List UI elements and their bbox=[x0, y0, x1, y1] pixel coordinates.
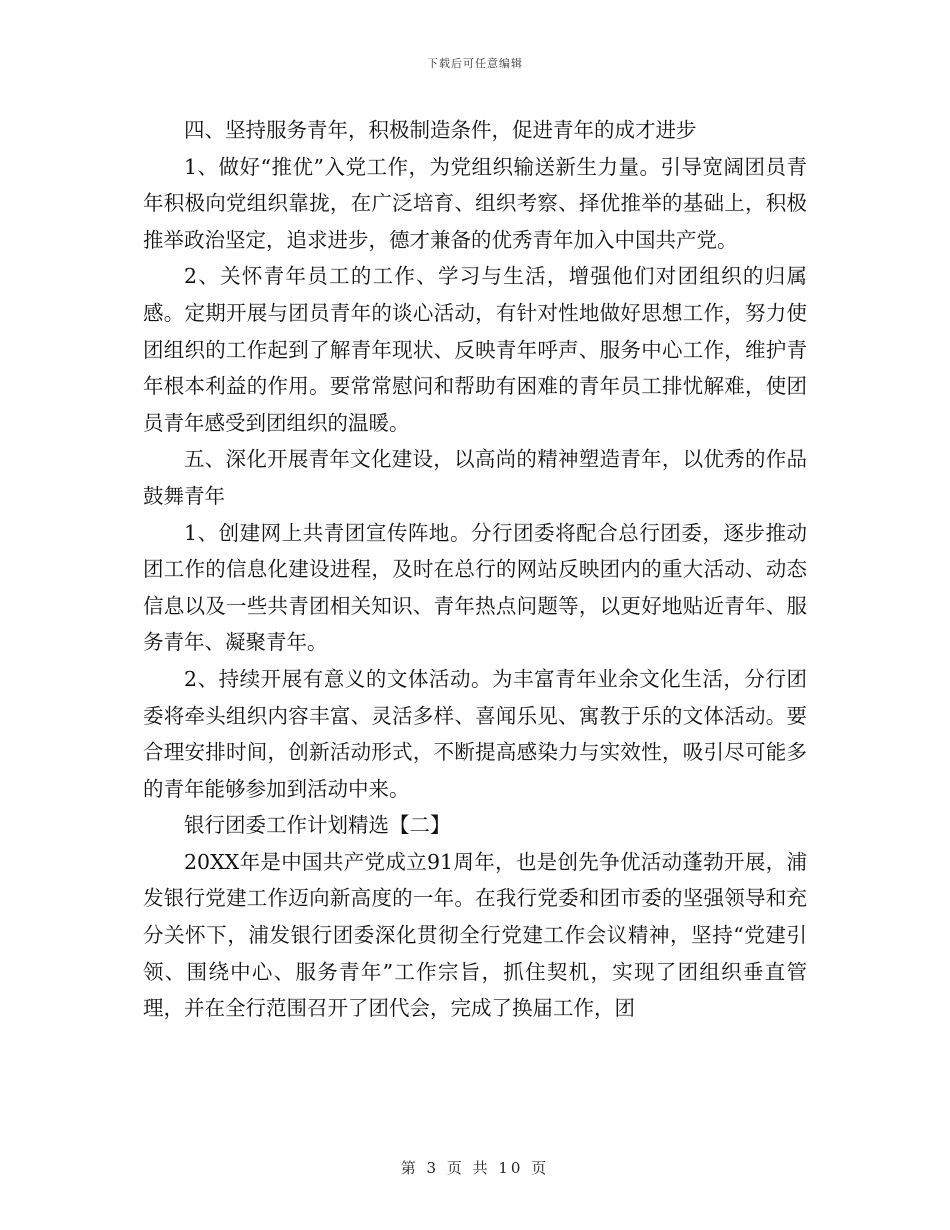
section-heading-five: 五、深化开展青年文化建设，以高尚的精神塑造青年，以优秀的作品鼓舞青年 bbox=[143, 447, 807, 508]
paragraph: 1、创建网上共青团宣传阵地。分行团委将配合总行团委，逐步推动团工作的信息化建设进程，及时在总行的网站反映团内的重大活动、动态信息以及一些共青团相关知识、青年热点问题等，以更好地贴近青年、服务青年、凝聚青年。 bbox=[143, 520, 807, 655]
section-heading-four: 四、坚持服务青年，积极制造条件，促进青年的成才进步 bbox=[184, 118, 697, 142]
page-header: 下载后可任意编辑 bbox=[427, 57, 523, 70]
document-body bbox=[143, 112, 807, 1027]
paragraph: 1、做好“推优”入党工作，为党组织输送新生力量。引导宽阔团员青年积极向党组织靠拢，在广泛培育、组织考察、择优推举的基础上，积极推举政治坚定，追求进步，德才兼备的优秀青年加入中国共产党。 bbox=[143, 154, 807, 252]
paragraph: 2、持续开展有意义的文体活动。为丰富青年业余文化生活，分行团委将牵头组织内容丰富、灵活多样、喜闻乐见、寓教于乐的文体活动。要合理安排时间，创新活动形式，不断提高感染力与实效性，吸引尽可能多的青年能够参加到活动中来。 bbox=[143, 666, 807, 801]
paragraph: 2、关怀青年员工的工作、学习与生活，增强他们对团组织的归属感。定期开展与团员青年的谈心活动，有针对性地做好思想工作，努力使团组织的工作起到了解青年现状、反映青年呼声、服务中心工作，维护青年根本利益的作用。要常常慰问和帮助有困难的青年员工排忧解难，使团员青年感受到团组织的温暖。 bbox=[143, 264, 807, 435]
page-number-footer: 第 3 页 共 10 页 bbox=[400, 1159, 550, 1177]
paragraph: 20XX年是中国共产党成立91周年，也是创先争优活动蓬勃开展，浦发银行党建工作迈向新高度的一年。在我行党委和团市委的坚强领导和充分关怀下，浦发银行团委深化贯彻全行党建工作会议精神，坚持“党建引领、围绕中心、服务青年”工作宗旨，抓住契机，实现了团组织垂直管理，并在全行范围召开了团代会，完成了换届工作，团 bbox=[143, 849, 807, 1021]
document-title: 银行团委工作计划精选【二】 bbox=[184, 813, 451, 838]
